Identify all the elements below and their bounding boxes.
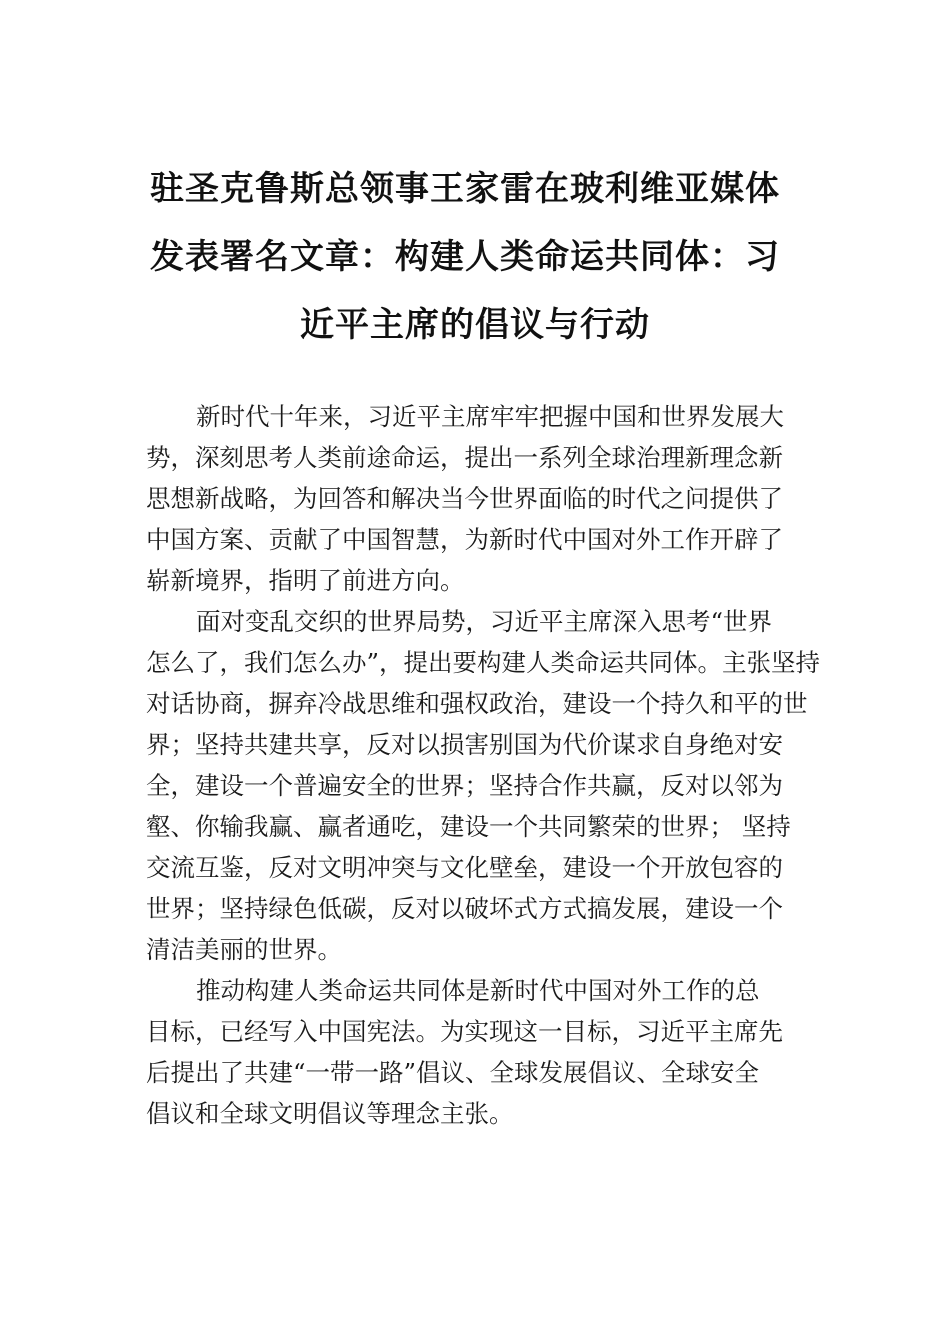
- title-line: 驻圣克鲁斯总领事王家雷在玻利维亚媒体: [150, 169, 780, 209]
- title-line: 近平主席的倡议与行动: [300, 305, 650, 345]
- paragraph-line: 壑、你输我赢、赢者通吃，建设一个共同繁荣的世界； 坚持: [146, 812, 791, 841]
- paragraph-line: 目标，已经写入中国宪法。为实现这一目标，习近平主席先: [146, 1017, 783, 1046]
- paragraph-line: 交流互鉴，反对文明冲突与文化壁垒，建设一个开放包容的: [146, 853, 783, 882]
- paragraph-line: 全，建设一个普遍安全的世界；坚持合作共赢，反对以邻为: [146, 771, 783, 800]
- paragraph-line: 思想新战略，为回答和解决当今世界面临的时代之问提供了: [146, 484, 783, 513]
- paragraph-3: [146, 970, 810, 1134]
- paragraph-line: 世界；坚持绿色低碳，反对以破坏式方式搞发展，建设一个: [146, 894, 783, 923]
- paragraph-line: 势，深刻思考人类前途命运，提出一系列全球治理新理念新: [146, 443, 783, 472]
- paragraph-line: 崭新境界，指明了前进方向。: [146, 566, 465, 595]
- paragraph-line: 推动构建人类命运共同体是新时代中国对外工作的总: [196, 976, 760, 1005]
- paragraph-1: [146, 396, 810, 601]
- paragraph-line: 后提出了共建“一带一路”倡议、全球发展倡议、全球安全: [146, 1058, 760, 1087]
- paragraph-2: [146, 601, 821, 970]
- paragraph-line: 面对变乱交织的世界局势，习近平主席深入思考“世界: [196, 607, 773, 636]
- paragraph-line: 清洁美丽的世界。: [146, 935, 342, 964]
- paragraph-line: 倡议和全球文明倡议等理念主张。: [146, 1099, 514, 1128]
- paragraph-line: 新时代十年来，习近平主席牢牢把握中国和世界发展大: [196, 402, 784, 431]
- paragraph-line: 界；坚持共建共享，反对以损害别国为代价谋求自身绝对安: [146, 730, 783, 759]
- paragraph-line: 对话协商，摒弃冷战思维和强权政治，建设一个持久和平的世: [146, 689, 808, 718]
- paragraph-line: 怎么了，我们怎么办”，提出要构建人类命运共同体。主张坚持: [146, 648, 821, 677]
- title-line: 发表署名文章：构建人类命运共同体：习: [150, 237, 780, 277]
- article-body: [146, 396, 821, 1134]
- article-title: [150, 155, 800, 359]
- paragraph-line: 中国方案、贡献了中国智慧，为新时代中国对外工作开辟了: [146, 525, 783, 554]
